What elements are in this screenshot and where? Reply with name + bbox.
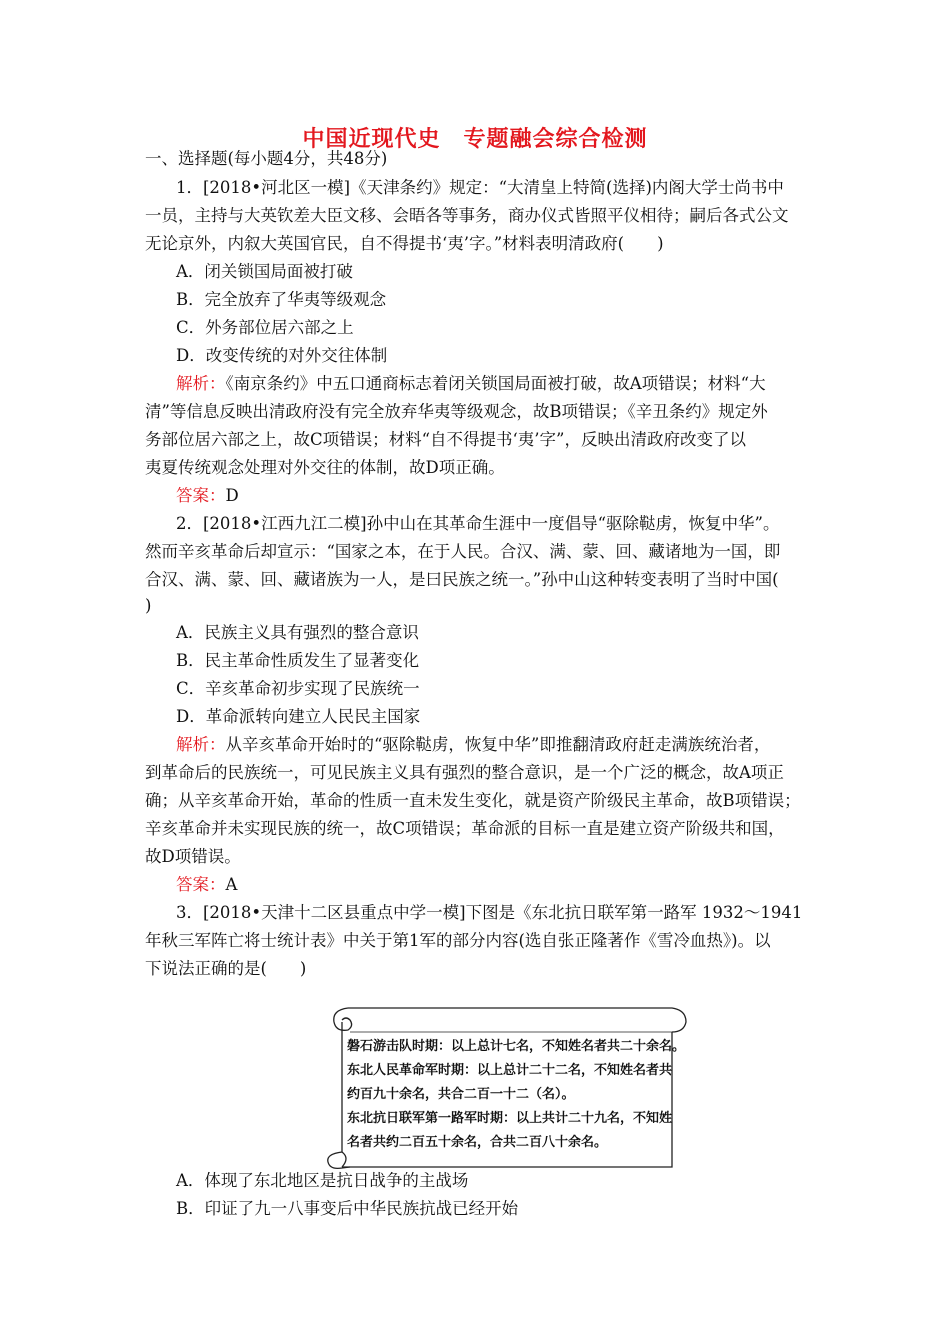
q1-option-a: A．闭关锁国局面被打破 (176, 262, 353, 281)
scroll-line-2: 东北人民革命军时期：以上总计二十二名，不知姓名者共 (347, 1063, 673, 1078)
q1-option-c: C．外务部位居六部之上 (176, 318, 354, 337)
q1-analysis-line-1: 解析：《南京条约》中五口通商标志着闭关锁国局面被打破，故A项错误；材料“大 (176, 374, 766, 393)
q2-option-a: A．民族主义具有强烈的整合意识 (176, 623, 419, 642)
q3-option-a: A．体现了东北地区是抗日战争的主战场 (176, 1171, 469, 1190)
q2-option-c: C．辛亥革命初步实现了民族统一 (176, 679, 420, 698)
page-title: 中国近现代史 专题融会综合检测 (302, 127, 648, 152)
q1-stem-line-3: 无论京外，内叙大英国官民，自不得提书‘夷’字。”材料表明清政府( ) (145, 234, 664, 253)
q1-answer (176, 485, 239, 507)
q2-analysis-line-4: 辛亥革命并未实现民族的统一，故C项错误；革命派的目标一直是建立资产阶级共和国， (145, 819, 785, 838)
q2-analysis-line-3: 确；从辛亥革命开始，革命的性质一直未发生变化，就是资产阶级民主革命，故B项错误； (145, 791, 801, 810)
scroll-line-1: 磐石游击队时期：以上总计七名，不知姓名者共二十余名。 (347, 1039, 686, 1054)
q2-option-b: B．民主革命性质发生了显著变化 (176, 651, 420, 670)
q1-analysis-line-3: 务部位居六部之上，故C项错误；材料“自不得提书‘夷’字”，反映出清政府改变了以 (145, 430, 746, 449)
q1-answer-label: 答案： (176, 486, 226, 505)
q2-answer (176, 874, 237, 896)
q1-analysis-line-4: 夷夏传统观念处理对外交往的体制，故D项正确。 (145, 458, 505, 477)
scroll-line-5: 名者共约二百五十余名，合共二百八十余名。 (347, 1135, 608, 1150)
q2-analysis-label: 解析： (176, 735, 226, 754)
q1-stem-line-1: 1．[2018•河北区一模]《天津条约》规定：“大清皇上特简(选择)内阁大学士尚书中 (176, 178, 784, 197)
q1-analysis-line-2: 清”等信息反映出清政府没有完全放弃华夷等级观念，故B项错误；《辛丑条约》规定外 (145, 402, 768, 421)
q3-option-b: B．印证了九一八事变后中华民族抗战已经开始 (176, 1199, 519, 1218)
q2-stem-line-3: 合汉、满、蒙、回、藏诸族为一人，是曰民族之统一。”孙中山这种转变表明了当时中国( (145, 570, 779, 589)
scroll-line-3: 约百九十余名，共合二百一十二（名）。 (347, 1087, 575, 1102)
q3-stem-line-3: 下说法正确的是( ) (145, 959, 307, 978)
q2-stem-line-1: 2．[2018•江西九江二模]孙中山在其革命生涯中一度倡导“驱除鞑虏，恢复中华”。 (176, 514, 780, 533)
q2-option-d: D．革命派转向建立人民民主国家 (176, 707, 421, 726)
q3-stem-line-2: 年秋三军阵亡将士统计表》中关于第1军的部分内容(选自张正隆著作《雪冷血热》)。以 (145, 931, 771, 950)
q2-answer-label: 答案： (176, 875, 226, 894)
q1-answer-value: D (225, 486, 239, 505)
q3-stem-line-1: 3．[2018•天津十二区县重点中学一模]下图是《东北抗日联军第一路军 1932～1941 (176, 903, 803, 922)
q1-analysis-label: 解析： (176, 374, 226, 393)
q2-stem-line-2: 然而辛亥革命后却宣示：“国家之本，在于人民。合汉、满、蒙、回、藏诸地为一国，即 (145, 542, 781, 561)
q2-analysis-line-5: 故D项错误。 (145, 847, 241, 866)
q2-answer-value: A (225, 875, 238, 894)
scroll-line-4: 东北抗日联军第一路军时期：以上共计二十九名，不知姓 (347, 1111, 673, 1126)
q2-analysis-line-1: 解析：从辛亥革命开始时的“驱除鞑虏，恢复中华”即推翻清政府赶走满族统治者， (176, 735, 771, 754)
q1-option-b: B．完全放弃了华夷等级观念 (176, 290, 387, 309)
q2-analysis-line-2: 到革命后的民族统一，可见民族主义具有强烈的整合意识，是一个广泛的概念，故A项正 (145, 763, 784, 782)
section-heading: 一、选择题(每小题4分，共48分) (145, 149, 388, 168)
q1-stem-line-2: 一员，主持与大英钦差大臣文移、会晤各等事务，商办仪式皆照平仪相待；嗣后各式公文 (145, 206, 789, 225)
q2-stem-line-4: ) (145, 596, 152, 615)
q1-option-d: D．改变传统的对外交往体制 (176, 346, 388, 365)
